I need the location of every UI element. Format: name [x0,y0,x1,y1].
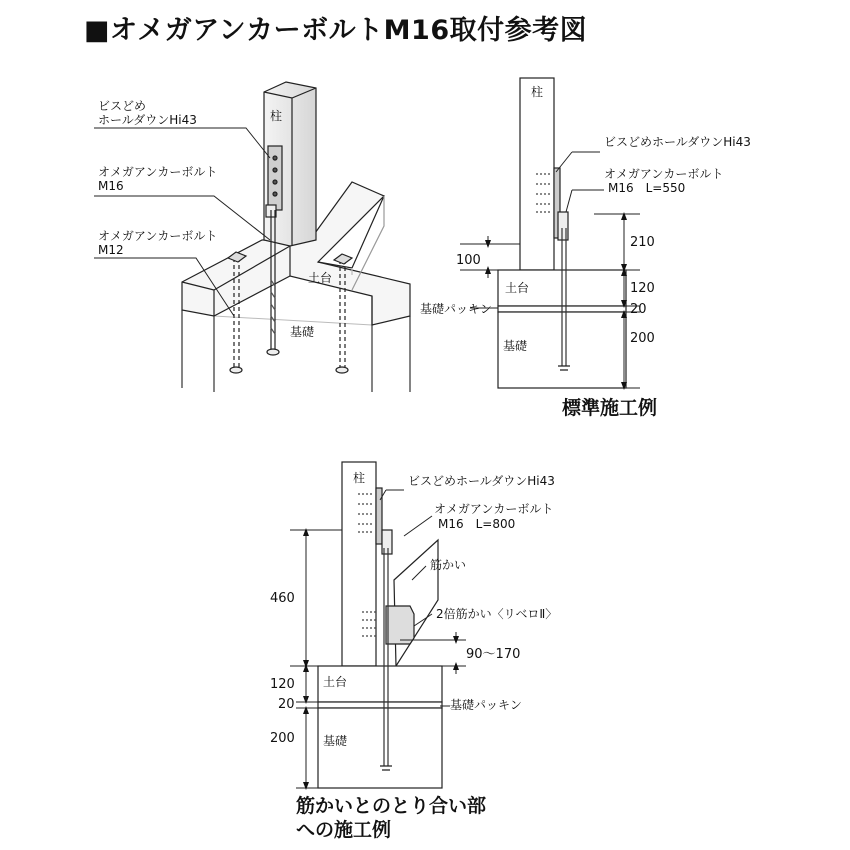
page-title: ■オメガアンカーボルトM16取付参考図 [84,15,588,46]
std-dim-20: 20 [630,302,647,317]
brace-label-pillar: 柱 [353,471,366,485]
std-dim-200: 200 [630,331,655,346]
iso-label-holdown: ホールダウンHi43 [98,113,197,127]
std-dim-210: 210 [630,235,655,250]
std-label-bolt: オメガアンカーボルト [604,167,724,181]
std-label-kiso: 基礎 [503,339,528,353]
brace-label-ribelo: 2倍筋かい〈リベロⅡ〉 [436,607,558,621]
brace-label-bolt-spec: M16 L=800 [438,517,516,531]
iso-label-screw: ビスどめ [98,99,147,113]
iso-label-omega-m16: オメガアンカーボルト [98,165,218,179]
iso-label-m12: M12 [98,243,124,257]
brace-caption-line1: 筋かいとのとり合い部 [296,795,487,817]
brace-caption-line2: への施工例 [296,819,392,841]
standard-section [460,78,640,388]
brace-foundation [318,708,442,788]
brace-packing [318,702,442,708]
iso-label-dodai: 土台 [308,271,333,285]
brace-dim-120: 120 [270,677,295,692]
brace-label-dodai: 土台 [323,675,348,689]
std-label-dodai: 土台 [505,281,530,295]
std-caption: 標準施工例 [562,397,658,419]
brace-dim-460: 460 [270,591,295,606]
std-label-bolt-spec: M16 L=550 [608,181,686,195]
brace-label-sujikai: 筋かい [430,558,467,572]
std-label-pillar: 柱 [531,85,544,99]
brace-dim-range: 90～170 [466,647,521,662]
brace-label-kiso: 基礎 [323,734,348,748]
std-dim-100: 100 [456,253,481,268]
std-label-holdown: ビスどめホールダウンHi43 [604,135,751,149]
iso-label-m16: M16 [98,179,124,193]
brace-dim-20: 20 [278,697,295,712]
iso-label-omega-m12: オメガアンカーボルト [98,229,218,243]
brace-dim-200: 200 [270,731,295,746]
iso-label-kiso: 基礎 [290,325,315,339]
std-dim-120: 120 [630,281,655,296]
brace-label-bolt: オメガアンカーボルト [434,502,554,516]
iso-label-pillar: 柱 [270,109,283,123]
brace-label-holdown: ビスどめホールダウンHi43 [408,474,555,488]
brace-label-packing: 基礎パッキン [450,698,522,712]
std-label-packing: 基礎パッキン [420,302,492,316]
